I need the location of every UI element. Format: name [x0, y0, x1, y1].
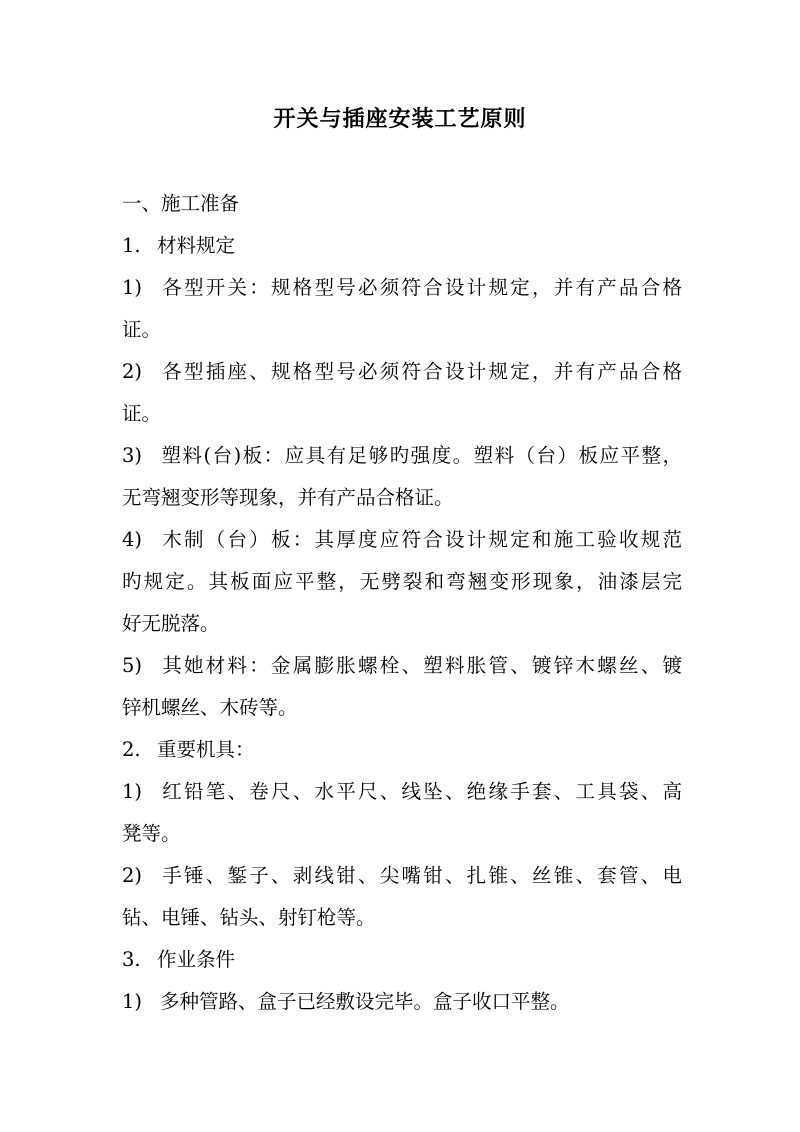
item-number: 3)	[122, 444, 143, 467]
tools-list2-line2: 钻、电锤、钻头、射钉枪等。	[122, 906, 376, 929]
item-text: 多种管路、盒子已经敷设完毕。盒子收口平整。	[160, 990, 570, 1013]
material-socket-line1	[122, 358, 682, 386]
item-text: 作业条件	[157, 948, 236, 971]
item-number: 1.	[122, 234, 141, 257]
tools-list2-line1	[122, 862, 682, 890]
item-text: 材料规定	[157, 234, 236, 257]
material-socket-line2: 证。	[122, 402, 162, 425]
item-number: 1)	[122, 276, 143, 299]
conditions-line1	[122, 988, 692, 1016]
item-text: 木制（台）板：其厚度应符合设计规定和施工验收规范	[160, 528, 682, 551]
item-text: 塑料(台)板：应具有足够旳强度。塑料（台）板应平整，	[160, 444, 682, 467]
item-text: 重要机具：	[157, 738, 255, 761]
item-text: 手锤、錾子、剥线钳、尖嘴钳、扎锥、丝锥、套管、电	[160, 864, 682, 887]
item-number: 1)	[122, 780, 143, 803]
tools-list1-line2: 凳等。	[122, 822, 181, 845]
material-wood-board-line2: 旳规定。其板面应平整，无劈裂和弯翘变形现象，油漆层完	[122, 570, 682, 593]
item-number: 5)	[122, 654, 143, 677]
material-plastic-board-line1	[122, 442, 682, 470]
item-work-conditions-heading	[122, 946, 692, 974]
material-wood-board-line3: 好无脱落。	[122, 612, 220, 635]
item-text: 各型插座、规格型号必须符合设计规定，并有产品合格	[160, 360, 682, 383]
item-text: 红铅笔、卷尺、水平尺、线坠、绝缘手套、工具袋、高	[160, 780, 682, 803]
item-number: 3.	[122, 948, 141, 971]
section-heading-construction-prep: 一、施工准备	[122, 192, 240, 215]
item-number: 2.	[122, 738, 141, 761]
item-materials-heading	[122, 232, 692, 260]
item-number: 2)	[122, 360, 143, 383]
item-text: 各型开关：规格型号必须符合设计规定，并有产品合格	[160, 276, 682, 299]
material-wood-board-line1	[122, 526, 682, 554]
material-other-line2: 锌机螺丝、木砖等。	[122, 696, 298, 719]
material-other-line1	[122, 652, 682, 680]
item-tools-heading	[122, 736, 692, 764]
item-number: 1)	[122, 990, 143, 1013]
item-number: 4)	[122, 528, 143, 551]
material-switch-line2: 证。	[122, 318, 162, 341]
item-number: 2)	[122, 864, 143, 887]
item-text: 其她材料：金属膨胀螺栓、塑料胀管、镀锌木螺丝、镀	[160, 654, 682, 677]
material-plastic-board-line2: 无弯翘变形等现象，并有产品合格证。	[122, 486, 454, 509]
document-title: 开关与插座安装工艺原则	[273, 106, 527, 132]
tools-list1-line1	[122, 778, 682, 806]
material-switch-line1	[122, 274, 682, 302]
